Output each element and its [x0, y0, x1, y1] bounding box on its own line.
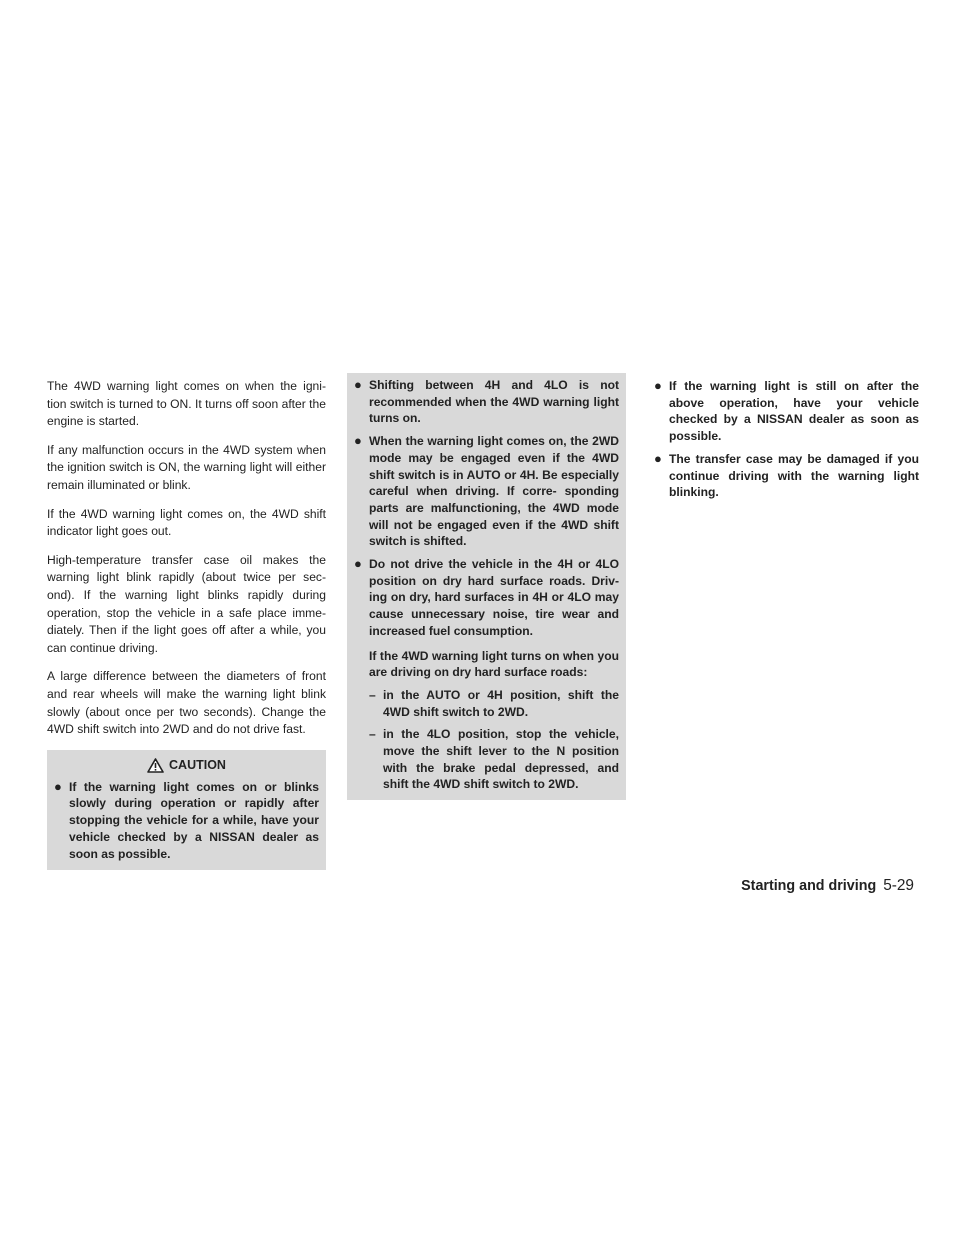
caution-heading: CAUTION [169, 758, 226, 773]
bullet-mark: ● [354, 433, 362, 449]
caution-box [47, 750, 326, 871]
column-middle [347, 378, 626, 800]
paragraph: If the 4WD warning light comes on, the 4WD shift indicator light goes out. [47, 506, 326, 539]
page-footer [741, 877, 914, 895]
caution-subparagraph: If the 4WD warning light turns on when you are driving on dry hard surface roads: [369, 648, 619, 680]
caution-item [354, 377, 619, 427]
caution-item [354, 433, 619, 550]
caution-item-text: If the warning light comes on or blinks slowly during operation or rapidly after stopping the vehicle for a while, have your vehicle checked by a NISSAN dealer as soon as possible. [69, 779, 319, 861]
caution-item-text: When the warning light comes on, the 2WD mode may be engaged even if the 4WD shift switch is in AUTO or 4H. Be especially careful when driving. If corre- sponding parts are malfunctioning, the 4WD mode will not be engaged even if the 4WD shift switch is shifted. [369, 434, 619, 549]
caution-item-text: If the warning light is still on after the above operation, have your vehicle checked by a NISSAN dealer as soon as possible. [669, 379, 919, 444]
caution-dash-item [369, 687, 619, 720]
caution-dash-item [369, 726, 619, 793]
warning-triangle-icon [147, 758, 164, 773]
dash-mark: – [369, 727, 376, 742]
caution-item-text: The transfer case may be damaged if you continue driving with the warning light blinking. [669, 451, 919, 500]
caution-item [54, 779, 319, 863]
caution-dash-text: in the AUTO or 4H position, shift the 4WD shift switch to 2WD. [383, 687, 619, 719]
caution-item [647, 378, 926, 445]
caution-item-text: Shifting between 4H and 4LO is not recommended when the 4WD warning light turns on. [369, 378, 619, 426]
paragraph: The 4WD warning light comes on when the igni- tion switch is turned to ON. It turns off soon after the engine is started. [47, 379, 326, 429]
column-left [47, 378, 326, 870]
paragraph: If any malfunction occurs in the 4WD system when the ignition switch is ON, the warning light will either remain illuminated or blink. [47, 442, 326, 492]
caution-dash-text: in the 4LO position, stop the vehicle, move the shift lever to the N position with the brake pedal depressed, and shift the 4WD shift switch to 2WD. [383, 727, 619, 792]
caution-item-text: Do not drive the vehicle in the 4H or 4LO position on dry hard surface roads. Driv- ing on dry, hard surfaces in 4H or 4LO may cause unnecessary noise, tire wear and increased fuel consumption. [369, 557, 619, 638]
section-title: Starting and driving [741, 878, 877, 894]
bullet-mark: ● [654, 450, 662, 466]
dash-mark: – [369, 687, 376, 702]
paragraph: High-temperature transfer case oil makes the warning light blink rapidly (about twice per sec- ond). If the warning light blinks rapidly during operation, stop the vehicle in a safe place imme- diately. Then if the light goes off after a while, you can continue driving. [47, 552, 326, 655]
paragraph: A large difference between the diameters of front and rear wheels will make the warning light blink slowly (about once per two seconds). Change the 4WD shift switch into 2WD and do not drive fast. [47, 669, 326, 737]
bullet-mark: ● [54, 778, 62, 794]
bullet-mark: ● [354, 556, 362, 572]
bullet-mark: ● [354, 377, 362, 392]
caution-item [354, 556, 619, 640]
column-right [647, 378, 926, 501]
bullet-mark: ● [654, 378, 662, 393]
caution-continuation-box [347, 373, 626, 800]
caution-header [54, 756, 319, 779]
page-number: 5-29 [883, 877, 914, 894]
caution-item [647, 451, 926, 501]
